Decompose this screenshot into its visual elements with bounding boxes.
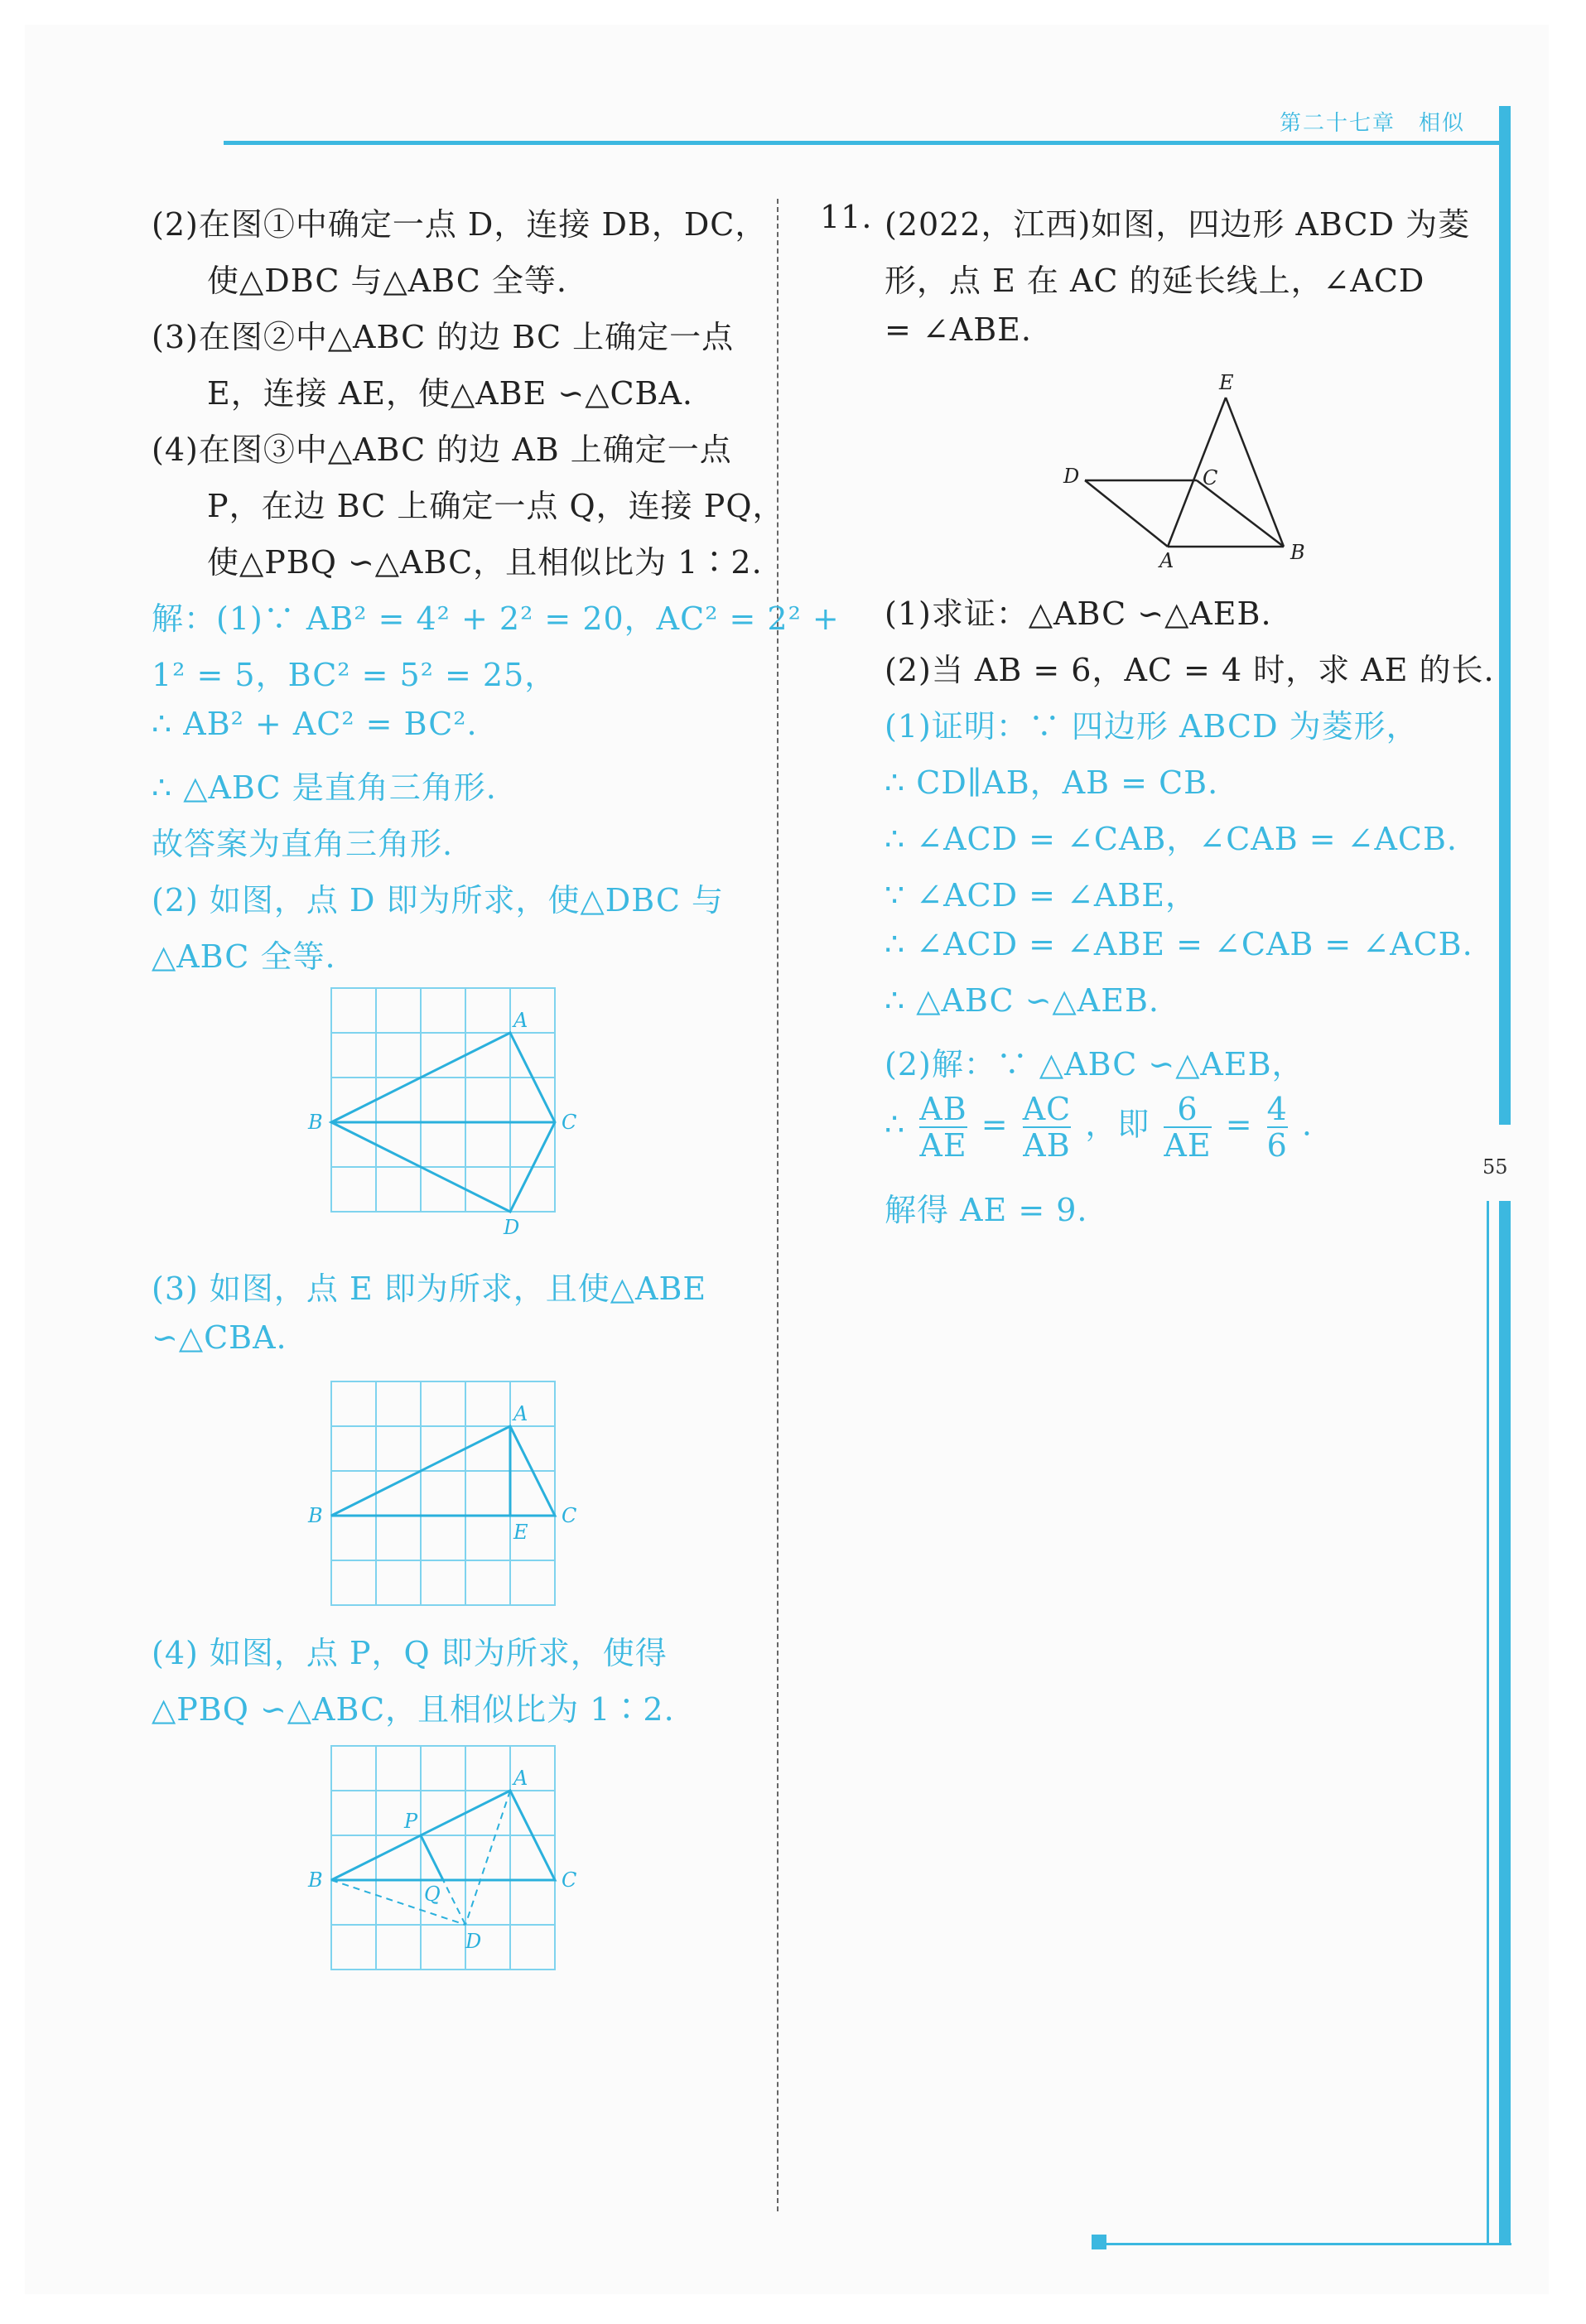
frac4-num: 4 (1266, 1091, 1288, 1127)
side-bar-bottom (1499, 1201, 1511, 2244)
sol1-line4: ∴ △ABC 是直角三角形. (152, 769, 497, 806)
fig1-label-a: A (513, 1009, 528, 1032)
frac1-num: AB (919, 1091, 967, 1127)
rhombus-label-c: C (1203, 466, 1218, 489)
q2-line1: (2)在图①中确定一点 D，连接 DB，DC， (152, 206, 768, 243)
fig3-label-c: C (562, 1868, 577, 1892)
fig3-label-p: P (404, 1810, 418, 1833)
page-number: 55 (1482, 1155, 1508, 1179)
fig3-label-d: D (465, 1930, 482, 1953)
fig3-label-a: A (513, 1767, 528, 1790)
sol1-line1: 解：(1)∵ AB² = 4² + 2² = 20，AC² = 2² + (152, 600, 840, 637)
figure-rhombus-grid (306, 977, 588, 1242)
figure-rhombus (1060, 364, 1325, 580)
fig2-label-a: A (513, 1402, 528, 1425)
rhombus-label-d: D (1063, 465, 1080, 488)
sol3-line2: ∽△CBA. (152, 1319, 287, 1356)
ans1-line5: ∴ ∠ACD = ∠ABE = ∠CAB = ∠ACB. (885, 926, 1473, 962)
fig1-label-b: B (308, 1111, 323, 1134)
equals-2: = (1225, 1106, 1253, 1143)
q11-number: 11. (820, 199, 873, 235)
rhombus-label-a: A (1159, 549, 1174, 572)
rhombus-label-b: B (1290, 541, 1305, 564)
sol2-line2: △ABC 全等. (152, 938, 336, 975)
period: . (1301, 1106, 1314, 1143)
header-rule (224, 141, 1503, 145)
final-answer: 解得 AE = 9. (885, 1192, 1088, 1228)
footer-square (1092, 2235, 1106, 2249)
namely-text: ，即 (1085, 1106, 1150, 1143)
sol4-line1: (4) 如图，点 P，Q 即为所求，使得 (152, 1635, 668, 1671)
sol1-line5: 故答案为直角三角形. (152, 826, 454, 862)
fig3-label-q: Q (424, 1883, 441, 1906)
ans1-line6: ∴ △ABC ∽△AEB. (885, 982, 1159, 1019)
ans1-line4: ∵ ∠ACD = ∠ABE， (885, 877, 1198, 914)
frac3-den: AE (1164, 1127, 1212, 1164)
ans1-line2: ∴ CD∥AB，AB = CB. (885, 764, 1219, 801)
fig1-label-d: D (504, 1216, 520, 1239)
ans1-line3: ∴ ∠ACD = ∠CAB，∠CAB = ∠ACB. (885, 821, 1458, 857)
q3-line1: (3)在图②中△ABC 的边 BC 上确定一点 (152, 319, 735, 355)
footer-rule (1102, 2243, 1511, 2245)
fig1-label-c: C (562, 1111, 577, 1134)
sol4-line2: △PBQ ∽△ABC，且相似比为 1∶2. (152, 1691, 675, 1728)
figure-right-triangle-grid (306, 1371, 588, 1619)
q11-sub1: (1)求证：△ABC ∽△AEB. (885, 595, 1272, 632)
therefore-symbol: ∴ (885, 1106, 906, 1143)
sol1-line3: ∴ AB² + AC² = BC². (152, 706, 478, 742)
equals-1: = (981, 1106, 1009, 1143)
q11-line2: 形，点 E 在 AC 的延长线上，∠ACD (885, 263, 1425, 299)
sol1-line2: 1² = 5，BC² = 5² = 25， (152, 657, 557, 693)
side-bar-top (1499, 106, 1511, 1125)
fig2-label-b: B (308, 1504, 323, 1527)
chapter-title: 第二十七章 相似 (1280, 111, 1466, 136)
q11-sub2: (2)当 AB = 6，AC = 4 时，求 AE 的长. (885, 652, 1495, 688)
frac2-num: AC (1022, 1091, 1072, 1127)
q4-line3: 使△PBQ ∽△ABC，且相似比为 1∶2. (207, 544, 763, 581)
frac4-den: 6 (1266, 1127, 1288, 1164)
rhombus-label-e: E (1219, 371, 1234, 394)
fig2-label-c: C (562, 1504, 577, 1527)
frac3-num: 6 (1164, 1092, 1211, 1128)
fig3-label-b: B (308, 1868, 323, 1892)
q2-line2: 使△DBC 与△ABC 全等. (207, 263, 568, 299)
ans2-fraction-line (885, 1092, 1313, 1163)
sol3-line1: (3) 如图，点 E 即为所求，且使△ABE (152, 1270, 707, 1307)
q3-line2: E，连接 AE，使△ABE ∽△CBA. (207, 375, 693, 412)
q11-line3: = ∠ABE. (885, 311, 1032, 348)
q4-line1: (4)在图③中△ABC 的边 AB 上确定一点 (152, 432, 732, 468)
figure-similar-triangle-grid (306, 1735, 588, 1984)
fig2-label-e: E (513, 1521, 528, 1544)
side-thin-line (1487, 1201, 1489, 2244)
ans1-line1: (1)证明：∵ 四边形 ABCD 为菱形， (885, 708, 1419, 745)
sol2-line1: (2) 如图，点 D 即为所求，使△DBC 与 (152, 882, 725, 919)
ans2-line1: (2)解：∵ △ABC ∽△AEB， (885, 1046, 1304, 1082)
q4-line2: P，在边 BC 上确定一点 Q，连接 PQ， (207, 488, 785, 524)
frac2-den: AB (1023, 1127, 1071, 1164)
q11-line1: (2022，江西)如图，四边形 ABCD 为菱 (885, 206, 1471, 243)
frac1-den: AE (919, 1127, 967, 1164)
